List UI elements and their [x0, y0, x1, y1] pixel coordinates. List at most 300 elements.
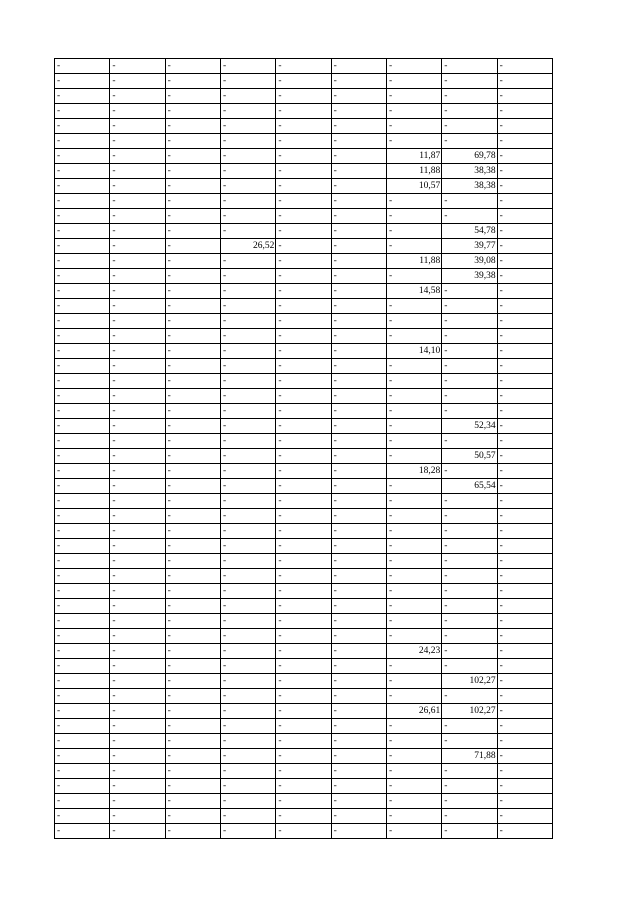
- table-cell: -: [165, 659, 220, 674]
- table-cell: -: [110, 509, 165, 524]
- table-cell: -: [220, 149, 275, 164]
- table-cell: -: [110, 74, 165, 89]
- table-row: [55, 284, 553, 299]
- table-cell: -: [497, 479, 552, 494]
- table-cell: -: [165, 554, 220, 569]
- table-cell: -: [110, 644, 165, 659]
- table-cell: -: [276, 794, 331, 809]
- table-cell: -: [276, 689, 331, 704]
- table-row: [55, 239, 553, 254]
- table-row: [55, 809, 553, 824]
- table-cell: -: [386, 749, 441, 764]
- table-cell: -: [386, 539, 441, 554]
- table-cell: -: [497, 299, 552, 314]
- table-cell: -: [331, 239, 386, 254]
- table-cell: -: [110, 419, 165, 434]
- table-cell: -: [55, 599, 110, 614]
- table-cell: -: [497, 344, 552, 359]
- table-cell: -: [165, 794, 220, 809]
- table-cell: -: [276, 239, 331, 254]
- table-cell: -: [165, 134, 220, 149]
- table-cell: -: [497, 269, 552, 284]
- table-cell: -: [442, 299, 497, 314]
- table-cell: -: [220, 749, 275, 764]
- table-cell: -: [110, 464, 165, 479]
- table-cell: -: [55, 824, 110, 839]
- table-cell: -: [276, 89, 331, 104]
- table-cell: -: [386, 599, 441, 614]
- table-cell: -: [55, 704, 110, 719]
- table-cell: -: [110, 719, 165, 734]
- table-cell: -: [165, 179, 220, 194]
- table-cell: -: [331, 149, 386, 164]
- table-cell: -: [276, 194, 331, 209]
- table-cell: -: [442, 599, 497, 614]
- table-cell: -: [442, 404, 497, 419]
- table-cell: -: [497, 464, 552, 479]
- table-cell: -: [55, 89, 110, 104]
- table-cell: -: [331, 794, 386, 809]
- table-cell: 14,10: [386, 344, 441, 359]
- table-cell: -: [497, 824, 552, 839]
- table-cell: -: [442, 134, 497, 149]
- table-cell: -: [386, 134, 441, 149]
- table-cell: -: [165, 434, 220, 449]
- table-cell: -: [220, 494, 275, 509]
- table-cell: -: [331, 749, 386, 764]
- table-cell: -: [110, 404, 165, 419]
- table-cell: -: [55, 524, 110, 539]
- table-cell: -: [220, 614, 275, 629]
- table-cell: -: [276, 674, 331, 689]
- table-cell: -: [442, 284, 497, 299]
- table-cell: -: [497, 59, 552, 74]
- table-cell: -: [220, 119, 275, 134]
- table-cell: -: [276, 314, 331, 329]
- table-cell: -: [497, 539, 552, 554]
- table-cell: -: [220, 254, 275, 269]
- table-cell: -: [165, 104, 220, 119]
- table-cell: -: [276, 629, 331, 644]
- table-cell: -: [497, 644, 552, 659]
- table-cell: -: [55, 659, 110, 674]
- table-cell: -: [165, 209, 220, 224]
- table-cell: -: [276, 329, 331, 344]
- table-cell: -: [386, 74, 441, 89]
- table-cell: -: [110, 749, 165, 764]
- table-row: [55, 719, 553, 734]
- table-cell: -: [442, 824, 497, 839]
- table-cell: -: [276, 419, 331, 434]
- table-cell: -: [276, 719, 331, 734]
- table-cell: -: [165, 464, 220, 479]
- table-cell: -: [497, 509, 552, 524]
- table-cell: -: [165, 59, 220, 74]
- table-cell: -: [220, 659, 275, 674]
- table-cell: -: [110, 479, 165, 494]
- table-cell: -: [110, 734, 165, 749]
- table-cell: -: [276, 554, 331, 569]
- table-cell: -: [331, 164, 386, 179]
- table-cell: -: [55, 389, 110, 404]
- table-cell: 54,78: [442, 224, 497, 239]
- table-cell: -: [55, 359, 110, 374]
- table-cell: -: [331, 179, 386, 194]
- table-cell: -: [386, 224, 441, 239]
- table-cell: -: [442, 434, 497, 449]
- table-cell: -: [386, 359, 441, 374]
- table-row: [55, 524, 553, 539]
- table-cell: -: [165, 824, 220, 839]
- table-cell: -: [331, 194, 386, 209]
- table-cell: -: [276, 599, 331, 614]
- table-cell: -: [55, 479, 110, 494]
- table-cell: -: [497, 659, 552, 674]
- table-cell: -: [55, 299, 110, 314]
- table-cell: -: [110, 779, 165, 794]
- table-cell: -: [55, 404, 110, 419]
- table-cell: -: [220, 434, 275, 449]
- table-cell: -: [276, 59, 331, 74]
- table-cell: -: [331, 329, 386, 344]
- table-cell: -: [165, 494, 220, 509]
- table-cell: -: [165, 419, 220, 434]
- table-row: [55, 644, 553, 659]
- table-cell: -: [442, 494, 497, 509]
- table-cell: -: [442, 794, 497, 809]
- table-cell: -: [331, 614, 386, 629]
- table-cell: -: [276, 119, 331, 134]
- table-cell: -: [220, 74, 275, 89]
- table-cell: -: [497, 134, 552, 149]
- table-cell: -: [331, 209, 386, 224]
- table-row: [55, 674, 553, 689]
- table-cell: -: [55, 689, 110, 704]
- table-row: [55, 419, 553, 434]
- table-cell: -: [55, 629, 110, 644]
- table-cell: -: [110, 119, 165, 134]
- table-cell: -: [386, 614, 441, 629]
- table-cell: -: [110, 149, 165, 164]
- table-cell: -: [55, 644, 110, 659]
- table-cell: -: [165, 569, 220, 584]
- table-cell: 71,88: [442, 749, 497, 764]
- table-cell: -: [276, 494, 331, 509]
- table-cell: -: [220, 629, 275, 644]
- table-row: [55, 539, 553, 554]
- table-cell: -: [331, 344, 386, 359]
- table-cell: -: [110, 194, 165, 209]
- table-cell: -: [276, 779, 331, 794]
- table-cell: -: [497, 284, 552, 299]
- table-cell: -: [331, 224, 386, 239]
- table-cell: -: [386, 194, 441, 209]
- table-cell: -: [331, 464, 386, 479]
- table-cell: -: [165, 599, 220, 614]
- table-cell: -: [386, 719, 441, 734]
- table-cell: -: [110, 254, 165, 269]
- table-cell: -: [276, 179, 331, 194]
- table-cell: 38,38: [442, 164, 497, 179]
- table-cell: -: [220, 674, 275, 689]
- table-cell: -: [55, 419, 110, 434]
- table-row: [55, 104, 553, 119]
- table-cell: -: [331, 764, 386, 779]
- table-cell: -: [497, 239, 552, 254]
- table-cell: -: [220, 179, 275, 194]
- table-row: [55, 599, 553, 614]
- table-cell: -: [276, 164, 331, 179]
- table-cell: -: [497, 104, 552, 119]
- table-cell: 38,38: [442, 179, 497, 194]
- table-cell: -: [497, 119, 552, 134]
- table-cell: -: [220, 764, 275, 779]
- table-cell: -: [110, 599, 165, 614]
- table-cell: 10,57: [386, 179, 441, 194]
- table-cell: -: [276, 104, 331, 119]
- table-cell: -: [497, 569, 552, 584]
- table-cell: -: [497, 419, 552, 434]
- table-cell: -: [220, 389, 275, 404]
- table-cell: -: [331, 554, 386, 569]
- table-row: [55, 344, 553, 359]
- table-cell: -: [165, 704, 220, 719]
- table-cell: -: [220, 374, 275, 389]
- table-cell: -: [55, 794, 110, 809]
- table-cell: -: [442, 779, 497, 794]
- table-cell: -: [386, 269, 441, 284]
- table-cell: -: [331, 389, 386, 404]
- table-cell: -: [55, 584, 110, 599]
- table-cell: -: [110, 524, 165, 539]
- table-cell: -: [442, 119, 497, 134]
- table-cell: -: [386, 389, 441, 404]
- table-cell: -: [165, 329, 220, 344]
- table-cell: -: [276, 74, 331, 89]
- table-cell: 11,88: [386, 254, 441, 269]
- table-cell: -: [386, 524, 441, 539]
- table-cell: 69,78: [442, 149, 497, 164]
- table-cell: -: [497, 779, 552, 794]
- table-cell: -: [55, 269, 110, 284]
- table-cell: -: [55, 494, 110, 509]
- table-cell: -: [110, 374, 165, 389]
- table-cell: -: [442, 59, 497, 74]
- table-cell: -: [220, 554, 275, 569]
- table-cell: -: [165, 119, 220, 134]
- table-cell: -: [220, 524, 275, 539]
- table-row: [55, 149, 553, 164]
- table-cell: -: [220, 599, 275, 614]
- table-cell: -: [497, 404, 552, 419]
- table-cell: -: [331, 494, 386, 509]
- table-cell: -: [331, 824, 386, 839]
- table-cell: -: [110, 794, 165, 809]
- table-cell: -: [386, 209, 441, 224]
- table-cell: -: [497, 434, 552, 449]
- table-cell: -: [110, 299, 165, 314]
- table-row: [55, 509, 553, 524]
- table-cell: -: [55, 209, 110, 224]
- table-cell: -: [220, 89, 275, 104]
- table-cell: 11,87: [386, 149, 441, 164]
- table-cell: -: [165, 239, 220, 254]
- table-cell: -: [331, 59, 386, 74]
- table-cell: -: [386, 809, 441, 824]
- table-row: [55, 389, 553, 404]
- table-row: [55, 569, 553, 584]
- table-cell: -: [55, 614, 110, 629]
- table-cell: -: [220, 449, 275, 464]
- table-row: [55, 299, 553, 314]
- table-row: [55, 74, 553, 89]
- table-cell: -: [55, 164, 110, 179]
- table-cell: -: [442, 764, 497, 779]
- table-row: [55, 434, 553, 449]
- table-cell: -: [386, 569, 441, 584]
- table-cell: -: [386, 104, 441, 119]
- table-row: [55, 329, 553, 344]
- table-cell: -: [497, 389, 552, 404]
- table-cell: -: [165, 479, 220, 494]
- table-cell: -: [55, 374, 110, 389]
- table-cell: -: [331, 539, 386, 554]
- table-cell: -: [442, 374, 497, 389]
- table-cell: -: [442, 89, 497, 104]
- table-cell: -: [331, 284, 386, 299]
- table-cell: -: [220, 689, 275, 704]
- table-cell: -: [110, 314, 165, 329]
- table-cell: -: [386, 674, 441, 689]
- table-cell: -: [110, 494, 165, 509]
- table-cell: -: [497, 74, 552, 89]
- table-cell: -: [165, 524, 220, 539]
- table-cell: -: [55, 509, 110, 524]
- table-cell: -: [165, 749, 220, 764]
- table-cell: -: [386, 239, 441, 254]
- table-cell: -: [220, 464, 275, 479]
- table-cell: -: [165, 74, 220, 89]
- table-cell: -: [276, 509, 331, 524]
- table-cell: -: [165, 809, 220, 824]
- table-cell: -: [331, 479, 386, 494]
- table-cell: -: [220, 479, 275, 494]
- table-cell: -: [220, 224, 275, 239]
- table-cell: -: [331, 509, 386, 524]
- table-cell: -: [55, 239, 110, 254]
- table-cell: -: [386, 479, 441, 494]
- table-cell: -: [165, 89, 220, 104]
- table-cell: -: [220, 134, 275, 149]
- table-cell: -: [497, 149, 552, 164]
- table-cell: -: [165, 674, 220, 689]
- table-cell: -: [442, 614, 497, 629]
- table-cell: -: [165, 509, 220, 524]
- table-cell: -: [165, 374, 220, 389]
- table-cell: -: [110, 164, 165, 179]
- table-cell: -: [497, 89, 552, 104]
- table-cell: -: [220, 734, 275, 749]
- table-row: [55, 689, 553, 704]
- table-cell: 39,08: [442, 254, 497, 269]
- table-cell: -: [165, 689, 220, 704]
- table-cell: -: [110, 389, 165, 404]
- table-row: [55, 794, 553, 809]
- table-cell: -: [497, 554, 552, 569]
- table-cell: -: [442, 329, 497, 344]
- table-cell: -: [55, 734, 110, 749]
- table-cell: -: [220, 59, 275, 74]
- table-cell: -: [276, 404, 331, 419]
- table-cell: -: [497, 359, 552, 374]
- table-cell: -: [276, 134, 331, 149]
- table-cell: -: [497, 689, 552, 704]
- table-cell: 39,77: [442, 239, 497, 254]
- table-cell: -: [110, 269, 165, 284]
- table-cell: -: [110, 584, 165, 599]
- table-cell: -: [497, 809, 552, 824]
- table-cell: -: [497, 524, 552, 539]
- table-cell: -: [331, 524, 386, 539]
- table-cell: 102,27: [442, 704, 497, 719]
- table-cell: -: [220, 344, 275, 359]
- table-cell: -: [497, 764, 552, 779]
- table-cell: -: [331, 449, 386, 464]
- table-cell: -: [276, 254, 331, 269]
- table-cell: -: [55, 749, 110, 764]
- table-cell: -: [442, 809, 497, 824]
- table-cell: 39,38: [442, 269, 497, 284]
- table-cell: -: [386, 794, 441, 809]
- table-cell: -: [442, 689, 497, 704]
- table-cell: -: [331, 419, 386, 434]
- table-cell: -: [386, 629, 441, 644]
- table-cell: -: [165, 314, 220, 329]
- table-cell: -: [55, 554, 110, 569]
- table-cell: -: [331, 314, 386, 329]
- table-cell: -: [331, 89, 386, 104]
- table-cell: 50,57: [442, 449, 497, 464]
- table-cell: -: [165, 404, 220, 419]
- table-cell: -: [220, 104, 275, 119]
- table-cell: -: [331, 809, 386, 824]
- table-cell: -: [55, 314, 110, 329]
- table-cell: -: [442, 104, 497, 119]
- table-cell: -: [110, 614, 165, 629]
- table-cell: -: [497, 629, 552, 644]
- table-cell: -: [55, 344, 110, 359]
- table-cell: -: [165, 449, 220, 464]
- table-cell: -: [276, 569, 331, 584]
- table-cell: -: [386, 659, 441, 674]
- table-cell: -: [497, 584, 552, 599]
- table-cell: 65,54: [442, 479, 497, 494]
- table-cell: -: [110, 569, 165, 584]
- table-row: [55, 764, 553, 779]
- table-cell: -: [442, 74, 497, 89]
- table-cell: -: [497, 734, 552, 749]
- table-cell: -: [220, 704, 275, 719]
- table-cell: -: [442, 734, 497, 749]
- table-row: [55, 224, 553, 239]
- table-cell: -: [386, 119, 441, 134]
- table-cell: -: [165, 719, 220, 734]
- table-cell: -: [55, 329, 110, 344]
- table-cell: -: [55, 59, 110, 74]
- table-cell: -: [110, 449, 165, 464]
- table-cell: -: [497, 224, 552, 239]
- table-cell: -: [442, 389, 497, 404]
